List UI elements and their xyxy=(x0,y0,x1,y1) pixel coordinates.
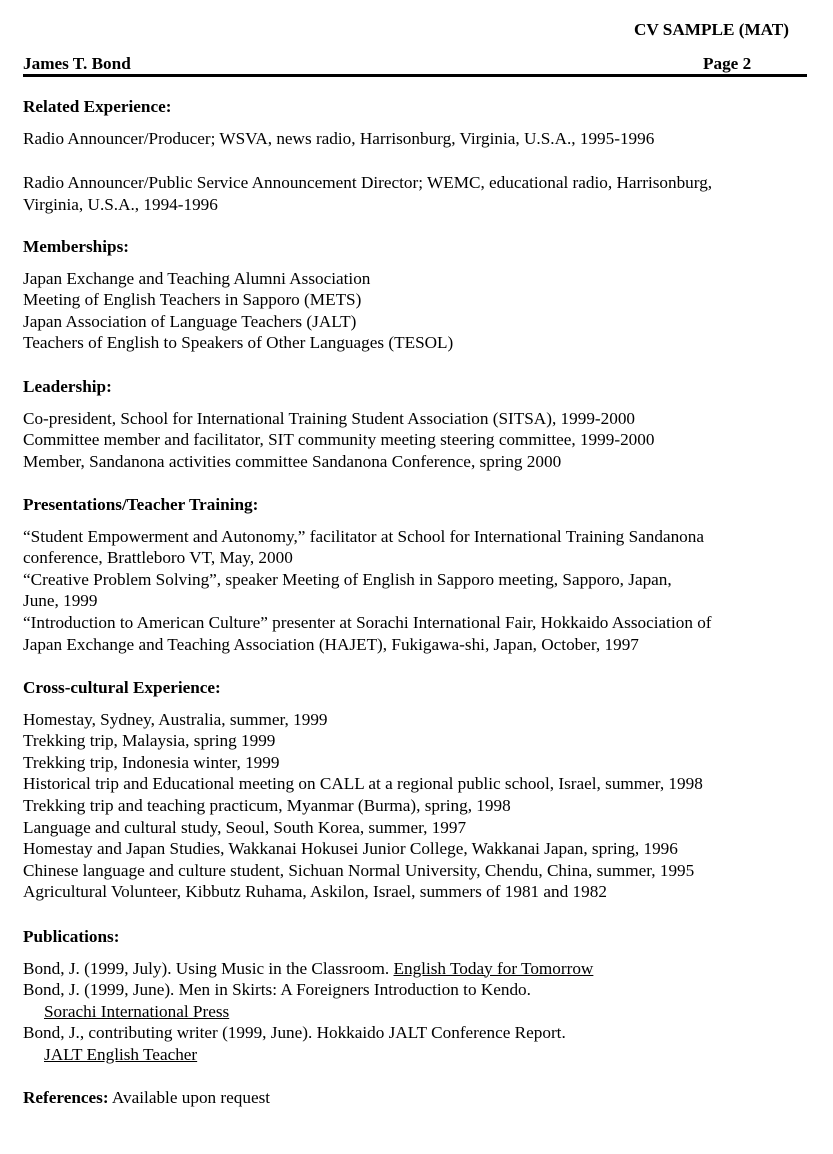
cross-cultural-item: Historical trip and Educational meeting on CALL at a regional public school, Israel, summer, 1998 xyxy=(23,774,703,794)
header-divider xyxy=(23,74,807,77)
memberships-section xyxy=(23,236,813,354)
cross-cultural-item: Agricultural Volunteer, Kibbutz Ruhama, Askilon, Israel, summers of 1981 and 1982 xyxy=(23,882,607,902)
leadership-item: Committee member and facilitator, SIT community meeting steering committee, 1999-2000 xyxy=(23,430,655,450)
cross-cultural-item: Homestay, Sydney, Australia, summer, 1999 xyxy=(23,709,328,729)
publication-title: JALT English Teacher xyxy=(44,1044,198,1064)
section-heading: Presentations/Teacher Training: xyxy=(23,495,259,514)
section-heading: References: xyxy=(23,1088,109,1107)
references-text: Available upon request xyxy=(108,1088,271,1107)
cross-cultural-item: Trekking trip and teaching practicum, Myanmar (Burma), spring, 1998 xyxy=(23,795,511,815)
experience-entry: Radio Announcer/Producer; WSVA, news radio, Harrisonburg, Virginia, U.S.A., 1995-1996 xyxy=(23,128,655,148)
cross-cultural-item: Trekking trip, Indonesia winter, 1999 xyxy=(23,752,280,772)
membership-item: Teachers of English to Speakers of Other Languages (TESOL) xyxy=(23,333,454,353)
cross-cultural-item: Chinese language and culture student, Sichuan Normal University, Chendu, China, summer, 1995 xyxy=(23,860,695,880)
presentation-line: “Introduction to American Culture” presenter at Sorachi International Fair, Hokkaido Association of xyxy=(23,612,712,632)
leadership-item: Co-president, School for International Training Student Association (SITSA), 1999-2000 xyxy=(23,408,636,428)
leadership-item: Member, Sandanona activities committee Sandanona Conference, spring 2000 xyxy=(23,451,562,471)
cross-cultural-item: Homestay and Japan Studies, Wakkanai Hokusei Junior College, Wakkanai Japan, spring, 1996 xyxy=(23,839,678,859)
references-line xyxy=(23,1087,270,1109)
presentation-line: June, 1999 xyxy=(23,591,98,611)
leadership-section xyxy=(23,376,813,472)
presentations-section xyxy=(23,494,813,655)
cross-cultural-item: Language and cultural study, Seoul, South Korea, summer, 1997 xyxy=(23,817,467,837)
section-heading: Publications: xyxy=(23,927,120,946)
presentation-line: Japan Exchange and Teaching Association (HAJET), Fukigawa-shi, Japan, October, 1997 xyxy=(23,634,639,654)
page-number: Page 2 xyxy=(703,54,752,73)
cross-cultural-section xyxy=(23,677,813,903)
section-heading: Cross-cultural Experience: xyxy=(23,678,221,697)
publication-title: Sorachi International Press xyxy=(44,1001,230,1021)
publications-section xyxy=(23,926,813,1066)
section-heading: Related Experience: xyxy=(23,97,172,116)
publication-citation: Bond, J., contributing writer (1999, June). Hokkaido JALT Conference Report. xyxy=(23,1023,566,1043)
publication-citation: Bond, J. (1999, July). Using Music in the Classroom. xyxy=(23,958,394,978)
experience-entry-continued: Virginia, U.S.A., 1994-1996 xyxy=(23,194,218,214)
presentation-line: conference, Brattleboro VT, May, 2000 xyxy=(23,548,293,568)
publication-entry xyxy=(23,958,813,980)
candidate-name: James T. Bond xyxy=(23,54,131,73)
presentation-line: “Creative Problem Solving”, speaker Meeting of English in Sapporo meeting, Sapporo, Japan, xyxy=(23,569,672,589)
membership-item: Meeting of English Teachers in Sapporo (METS) xyxy=(23,290,362,310)
document-label: CV SAMPLE (MAT) xyxy=(634,20,789,39)
section-heading: Leadership: xyxy=(23,377,112,396)
section-heading: Memberships: xyxy=(23,237,129,256)
membership-item: Japan Association of Language Teachers (JALT) xyxy=(23,311,357,331)
presentation-line: “Student Empowerment and Autonomy,” facilitator at School for International Training Sandanona xyxy=(23,526,704,546)
publication-citation: Bond, J. (1999, June). Men in Skirts: A Foreigners Introduction to Kendo. xyxy=(23,980,531,1000)
publication-title: English Today for Tomorrow xyxy=(393,958,594,978)
cross-cultural-item: Trekking trip, Malaysia, spring 1999 xyxy=(23,731,276,751)
experience-entry: Radio Announcer/Public Service Announcement Director; WEMC, educational radio, Harrisonburg, xyxy=(23,173,713,193)
related-experience-section xyxy=(23,96,813,215)
membership-item: Japan Exchange and Teaching Alumni Association xyxy=(23,268,371,288)
